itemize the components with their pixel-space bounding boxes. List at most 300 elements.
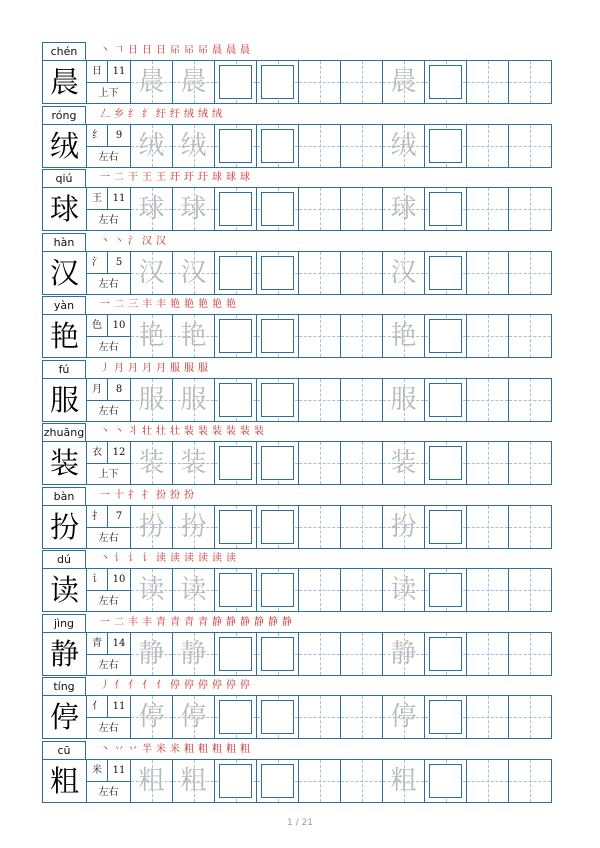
pinyin-label: fú xyxy=(42,360,86,378)
row-header xyxy=(42,677,552,696)
trace-character: 绒 xyxy=(180,130,207,161)
blank-cell xyxy=(509,569,551,611)
stroke-count: 10 xyxy=(112,320,126,331)
trace-character: 停 xyxy=(180,702,207,732)
stroke-step: 丶 xyxy=(114,426,125,437)
row-header xyxy=(42,487,552,506)
boxed-cell xyxy=(425,696,467,738)
stroke-step: 日 xyxy=(142,45,153,56)
stroke-step: 王 xyxy=(142,172,153,183)
page-number: 1 / 21 xyxy=(287,818,313,828)
trace-cell xyxy=(383,760,425,802)
row-header xyxy=(42,42,552,61)
structure: 上下 xyxy=(98,88,119,99)
char-row xyxy=(42,423,552,487)
stroke-step: 丰 xyxy=(156,299,167,310)
boxed-cell xyxy=(257,696,299,738)
boxed-cell xyxy=(215,125,257,167)
trace-character: 粗 xyxy=(138,765,165,796)
stroke-step: 𠃋 xyxy=(100,108,111,120)
main-character: 球 xyxy=(43,188,87,230)
inner-box xyxy=(429,637,462,671)
stroke-step: 装 xyxy=(240,426,251,437)
structure: 左右 xyxy=(98,151,119,163)
writing-grid xyxy=(42,314,552,358)
trace-character: 粗 xyxy=(180,765,207,796)
blank-cell xyxy=(299,442,341,484)
char-row xyxy=(42,614,552,678)
inner-box xyxy=(261,256,294,290)
writing-grid xyxy=(42,505,552,549)
stroke-step: 一 xyxy=(100,489,111,501)
char-info xyxy=(87,506,131,548)
blank-cell xyxy=(341,379,383,421)
boxed-cell xyxy=(425,760,467,802)
stroke-step: 艳 xyxy=(226,299,237,310)
stroke-step: 壮 xyxy=(142,426,153,437)
stroke-step: 月 xyxy=(128,362,139,374)
stroke-step: 丰 xyxy=(142,299,153,310)
inner-box xyxy=(429,65,462,99)
trace-character: 装 xyxy=(390,448,417,478)
trace-cell xyxy=(383,379,425,421)
boxed-cell xyxy=(215,252,257,294)
blank-cell xyxy=(509,379,551,421)
radical: 色 xyxy=(87,315,108,336)
trace-character: 粗 xyxy=(390,765,417,796)
trace-character: 读 xyxy=(390,575,417,605)
blank-cell xyxy=(341,61,383,103)
row-header xyxy=(42,550,552,569)
inner-box xyxy=(429,700,462,734)
radical: 日 xyxy=(87,61,108,82)
stroke-step: 讠 xyxy=(114,553,125,564)
stroke-step: 装 xyxy=(212,426,223,437)
stroke-step: 玗 xyxy=(184,172,195,183)
blank-cell xyxy=(467,569,509,611)
trace-cell xyxy=(131,760,173,802)
char-info xyxy=(87,696,131,738)
inner-box xyxy=(219,319,252,353)
boxed-cell xyxy=(215,61,257,103)
inner-box xyxy=(261,129,294,163)
stroke-step: 球 xyxy=(226,172,237,183)
blank-cell xyxy=(509,760,551,802)
blank-cell xyxy=(299,696,341,738)
boxed-cell xyxy=(215,760,257,802)
blank-cell xyxy=(509,633,551,675)
blank-cell xyxy=(509,125,551,167)
pinyin-label: dú xyxy=(42,550,86,568)
trace-cell xyxy=(131,696,173,738)
stroke-order xyxy=(100,487,198,505)
stroke-order xyxy=(100,106,226,124)
trace-cell xyxy=(383,442,425,484)
radical: 讠 xyxy=(87,569,108,590)
stroke-order xyxy=(100,296,240,314)
blank-cell xyxy=(509,188,551,230)
structure: 左右 xyxy=(98,405,119,417)
char-info xyxy=(87,569,131,611)
main-character: 服 xyxy=(43,379,87,421)
boxed-cell xyxy=(215,506,257,548)
stroke-step: 青 xyxy=(170,616,181,628)
trace-cell xyxy=(131,315,173,357)
stroke-step: 读 xyxy=(170,553,181,564)
char-row xyxy=(42,741,552,805)
stroke-count: 11 xyxy=(112,66,126,77)
boxed-cell xyxy=(257,506,299,548)
boxed-cell xyxy=(425,506,467,548)
blank-cell xyxy=(299,61,341,103)
stroke-step: 服 xyxy=(184,362,195,374)
stroke-step: 停 xyxy=(240,680,251,691)
trace-character: 扮 xyxy=(180,511,207,542)
stroke-step: 米 xyxy=(170,743,181,755)
stroke-step: 亻 xyxy=(142,680,153,691)
trace-cell xyxy=(383,696,425,738)
stroke-step: 扮 xyxy=(184,489,195,501)
radical: 亻 xyxy=(87,696,108,717)
main-character: 绒 xyxy=(43,125,87,167)
blank-cell xyxy=(341,633,383,675)
blank-cell xyxy=(341,442,383,484)
stroke-step: 干 xyxy=(128,172,139,183)
stroke-step: 二 xyxy=(114,299,125,310)
stroke-step: 绒 xyxy=(212,108,223,120)
trace-character: 晨 xyxy=(138,67,165,97)
trace-cell xyxy=(173,188,215,230)
blank-cell xyxy=(467,506,509,548)
radical: 王 xyxy=(87,188,108,209)
trace-cell xyxy=(383,61,425,103)
blank-cell xyxy=(299,506,341,548)
boxed-cell xyxy=(425,442,467,484)
writing-grid xyxy=(42,124,552,168)
trace-character: 晨 xyxy=(390,67,417,97)
char-row xyxy=(42,296,552,360)
boxed-cell xyxy=(215,442,257,484)
stroke-step: 亻 xyxy=(156,680,167,691)
inner-box xyxy=(429,129,462,163)
stroke-step: 二 xyxy=(114,172,125,183)
stroke-step: 一 xyxy=(100,616,111,628)
stroke-step: 氵 xyxy=(128,235,139,247)
pinyin-label: qiú xyxy=(42,169,86,187)
radical: 青 xyxy=(87,633,108,654)
stroke-step: 静 xyxy=(254,616,265,628)
trace-character: 读 xyxy=(138,575,165,605)
trace-character: 汉 xyxy=(180,257,207,288)
trace-cell xyxy=(131,252,173,294)
trace-character: 停 xyxy=(390,702,417,732)
stroke-step: 停 xyxy=(226,680,237,691)
writing-grid xyxy=(42,568,552,612)
trace-character: 服 xyxy=(180,384,207,415)
inner-box xyxy=(219,573,252,607)
stroke-step: 静 xyxy=(268,616,279,628)
stroke-step: 球 xyxy=(240,172,251,183)
stroke-step: 壮 xyxy=(156,426,167,437)
main-character: 艳 xyxy=(43,315,87,357)
stroke-step: 青 xyxy=(156,616,167,628)
inner-box xyxy=(429,256,462,290)
stroke-step: 丶 xyxy=(100,743,111,755)
trace-cell xyxy=(131,379,173,421)
trace-character: 静 xyxy=(390,638,417,669)
stroke-step: 服 xyxy=(170,362,181,374)
stroke-step: 丶 xyxy=(114,235,125,247)
blank-cell xyxy=(467,442,509,484)
boxed-cell xyxy=(425,61,467,103)
stroke-step: 粗 xyxy=(240,743,251,755)
trace-character: 汉 xyxy=(138,257,165,288)
stroke-step: 装 xyxy=(198,426,209,437)
stroke-step: 停 xyxy=(212,680,223,691)
inner-box xyxy=(429,573,462,607)
blank-cell xyxy=(341,252,383,294)
structure: 左右 xyxy=(98,215,119,226)
structure: 左右 xyxy=(98,723,119,734)
boxed-cell xyxy=(257,125,299,167)
stroke-count: 9 xyxy=(115,129,123,141)
boxed-cell xyxy=(425,252,467,294)
stroke-step: 绒 xyxy=(198,108,209,120)
stroke-step: 𡰯 xyxy=(170,45,181,56)
inner-box xyxy=(261,510,294,544)
radical: 氵 xyxy=(87,252,108,273)
stroke-order xyxy=(100,42,254,60)
writing-grid xyxy=(42,632,552,676)
inner-box xyxy=(261,65,294,99)
char-info xyxy=(87,442,131,484)
trace-character: 停 xyxy=(138,702,165,732)
stroke-step: 一 xyxy=(100,172,111,183)
inner-box xyxy=(219,256,252,290)
stroke-count: 14 xyxy=(112,637,126,649)
stroke-step: 十 xyxy=(114,489,125,501)
trace-cell xyxy=(131,633,173,675)
trace-character: 球 xyxy=(180,194,207,224)
main-character: 汉 xyxy=(43,252,87,294)
row-header xyxy=(42,360,552,379)
char-info xyxy=(87,315,131,357)
stroke-step: 月 xyxy=(142,362,153,374)
stroke-step: 丷 xyxy=(114,743,125,755)
writing-grid xyxy=(42,187,552,231)
stroke-step: 艳 xyxy=(198,299,209,310)
char-info xyxy=(87,760,131,802)
row-header xyxy=(42,169,552,188)
boxed-cell xyxy=(257,633,299,675)
inner-box xyxy=(261,573,294,607)
blank-cell xyxy=(467,188,509,230)
boxed-cell xyxy=(257,188,299,230)
boxed-cell xyxy=(215,379,257,421)
inner-box xyxy=(429,319,462,353)
inner-box xyxy=(429,446,462,480)
inner-box xyxy=(261,319,294,353)
blank-cell xyxy=(467,315,509,357)
trace-cell xyxy=(173,442,215,484)
trace-character: 汉 xyxy=(390,257,417,288)
trace-cell xyxy=(173,696,215,738)
blank-cell xyxy=(299,633,341,675)
stroke-step: 读 xyxy=(198,553,209,564)
blank-cell xyxy=(341,125,383,167)
stroke-step: 艳 xyxy=(212,299,223,310)
blank-cell xyxy=(299,379,341,421)
stroke-step: 晨 xyxy=(226,45,237,56)
stroke-order xyxy=(100,169,254,187)
stroke-step: 装 xyxy=(254,426,265,437)
radical: 纟 xyxy=(87,125,108,146)
trace-cell xyxy=(173,506,215,548)
stroke-step: 服 xyxy=(198,362,209,374)
stroke-step: 装 xyxy=(184,426,195,437)
stroke-step: 读 xyxy=(226,553,237,564)
trace-cell xyxy=(383,315,425,357)
blank-cell xyxy=(467,760,509,802)
stroke-step: 亻 xyxy=(128,680,139,691)
trace-cell xyxy=(383,506,425,548)
row-header xyxy=(42,423,552,442)
radical: 衣 xyxy=(87,442,108,463)
writing-grid xyxy=(42,251,552,295)
stroke-step: 纟 xyxy=(128,108,139,120)
stroke-step: 晨 xyxy=(240,45,251,56)
stroke-count: 11 xyxy=(112,764,126,776)
stroke-step: 绒 xyxy=(184,108,195,120)
trace-character: 绒 xyxy=(138,130,165,161)
blank-cell xyxy=(341,188,383,230)
stroke-step: 停 xyxy=(170,680,181,691)
stroke-step: 丰 xyxy=(128,616,139,628)
char-info xyxy=(87,633,131,675)
stroke-step: 半 xyxy=(142,743,153,755)
boxed-cell xyxy=(257,252,299,294)
stroke-step: 装 xyxy=(226,426,237,437)
blank-cell xyxy=(509,315,551,357)
structure: 上下 xyxy=(98,469,119,480)
stroke-step: 月 xyxy=(114,362,125,374)
blank-cell xyxy=(299,760,341,802)
stroke-step: 日 xyxy=(156,45,167,56)
blank-cell xyxy=(299,125,341,167)
stroke-count: 10 xyxy=(112,574,126,585)
trace-cell xyxy=(131,569,173,611)
stroke-step: 扌 xyxy=(128,489,139,501)
trace-character: 装 xyxy=(180,448,207,478)
trace-character: 扮 xyxy=(390,511,417,542)
stroke-order xyxy=(100,233,170,251)
blank-cell xyxy=(509,442,551,484)
blank-cell xyxy=(299,569,341,611)
boxed-cell xyxy=(257,569,299,611)
stroke-order xyxy=(100,423,268,441)
boxed-cell xyxy=(425,569,467,611)
structure: 左右 xyxy=(98,596,119,607)
char-row xyxy=(42,233,552,297)
stroke-step: 𡰯 xyxy=(184,45,195,56)
stroke-step: 扮 xyxy=(156,489,167,501)
inner-box xyxy=(219,192,252,226)
trace-cell xyxy=(131,442,173,484)
stroke-step: 玗 xyxy=(198,172,209,183)
trace-character: 绒 xyxy=(390,130,417,161)
char-info xyxy=(87,188,131,230)
trace-character: 球 xyxy=(138,194,165,224)
stroke-step: 亻 xyxy=(114,680,125,691)
inner-box xyxy=(219,65,252,99)
trace-cell xyxy=(173,760,215,802)
stroke-step: 静 xyxy=(212,616,223,628)
trace-cell xyxy=(173,252,215,294)
stroke-count: 12 xyxy=(112,447,126,458)
inner-box xyxy=(219,700,252,734)
stroke-step: 球 xyxy=(212,172,223,183)
writing-grid xyxy=(42,378,552,422)
inner-box xyxy=(219,510,252,544)
stroke-step: 粗 xyxy=(212,743,223,755)
stroke-step: 青 xyxy=(198,616,209,628)
blank-cell xyxy=(509,252,551,294)
pinyin-label: róng xyxy=(42,106,86,124)
boxed-cell xyxy=(257,760,299,802)
stroke-step: 粗 xyxy=(184,743,195,755)
stroke-step: 日 xyxy=(128,45,139,56)
blank-cell xyxy=(509,506,551,548)
blank-cell xyxy=(467,633,509,675)
stroke-step: 静 xyxy=(226,616,237,628)
inner-box xyxy=(219,637,252,671)
inner-box xyxy=(219,129,252,163)
row-header xyxy=(42,741,552,760)
pinyin-label: hàn xyxy=(42,233,86,251)
blank-cell xyxy=(467,252,509,294)
writing-grid xyxy=(42,695,552,739)
trace-cell xyxy=(383,252,425,294)
stroke-step: 扮 xyxy=(170,489,181,501)
char-info xyxy=(87,61,131,103)
blank-cell xyxy=(341,760,383,802)
stroke-step: 艳 xyxy=(170,299,181,310)
trace-character: 艳 xyxy=(390,321,417,351)
stroke-step: 𠃍 xyxy=(114,45,125,56)
trace-cell xyxy=(173,61,215,103)
trace-character: 装 xyxy=(138,448,165,478)
boxed-cell xyxy=(257,442,299,484)
inner-box xyxy=(261,446,294,480)
main-character: 装 xyxy=(43,442,87,484)
stroke-step: 壮 xyxy=(170,426,181,437)
stroke-step: 月 xyxy=(156,362,167,374)
blank-cell xyxy=(341,315,383,357)
boxed-cell xyxy=(257,379,299,421)
writing-grid xyxy=(42,60,552,104)
trace-character: 晨 xyxy=(180,67,207,97)
boxed-cell xyxy=(257,315,299,357)
blank-cell xyxy=(341,696,383,738)
radical: 月 xyxy=(87,379,108,400)
structure: 左右 xyxy=(98,532,119,544)
blank-cell xyxy=(341,506,383,548)
inner-box xyxy=(429,192,462,226)
stroke-step: 纡 xyxy=(156,108,167,120)
blank-cell xyxy=(341,569,383,611)
structure: 左右 xyxy=(98,786,119,798)
stroke-step: 艳 xyxy=(184,299,195,310)
